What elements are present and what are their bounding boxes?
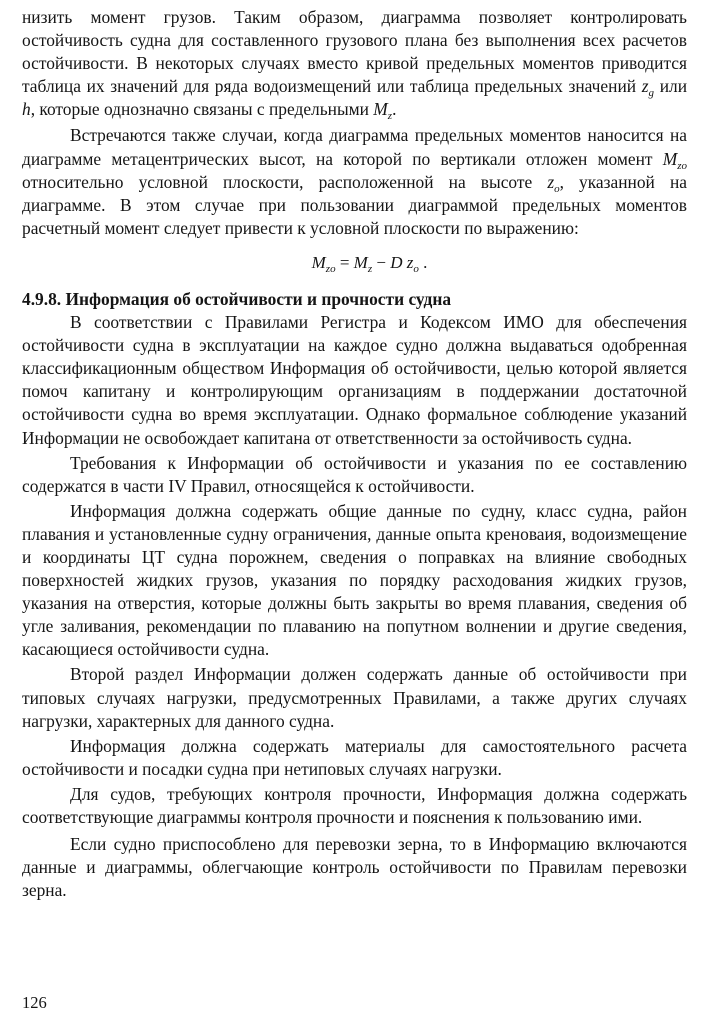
paragraph-cases: Встречаются также случаи, когда диаграмма предельных моментов наносится на диаграмме метацентрических высот, на которой по вертикали отложен момент $M_{zo}$ относительно условной плоскости, расположенной на высоте $z_o$, указанной на диаграмме. В этом случае при пользовании диаграммой предельных моментов расчетный момент следует привести к условной плоскости по выражению: [22,125,687,238]
symbol-mz: $M_z$ [373,99,393,123]
paragraph-self-calc: Информация должна содержать материалы для самостоятельного расчета остойчивости и посадки судна при нетиповых случаях нагрузки. [22,735,687,779]
paragraph-intro: низить момент грузов. Таким образом, диаграмма позволяет контролировать остойчивость судна для составленного грузового плана без выполнения всех расчетов остойчивости. В некоторых случаях вместо кривой предельных моментов приводится таблица их значений для ряда водоизмещений или таблица предельных значений $z_g$ или h, которые однозначно связаны с предельными $M_z$. [22,7,687,123]
symbol-zo: $z_o$ [547,171,560,195]
paragraph-compliance: В соответствии с Правилами Регистра и Кодексом ИМО для обеспечения остойчивости судна в эксплуатации на каждое судно должна выдаваться одобренная классификационным обществом Информация об остойчивости, целью которой является помоч капитану и контролирующим организациям в поддержании достаточной остойчивости судна во время эксплуатации. Однако формальное соблюдение указаний Информации не освобождает капитана от ответственности за остойчивость судна. [22,312,687,448]
page-content [22,6,687,902]
section-heading: 4.9.8. Информация об остойчивости и прочности судна [22,288,452,309]
formula-moment: $M_{zo} = M_z - D$ $z_o$ . [311,252,428,275]
paragraph-requirements: Требования к Информации об остойчивости и указания по ее составлению содержатся в части IV Правил, относящейся к остойчивости. [22,452,687,496]
symbol-zg: $z_g$ [641,76,655,100]
page-number: 126 [22,993,47,1012]
paragraph-contents: Информация должна содержать общие данные по судну, класс судна, район плавания и установленные судну ограничения, данные опыта креноваия, водоизмещение и координаты ЦТ судна порожнем, сведения о поправках на влияние свободных поверхностей жидких грузов, указания по порядку расходования жидких грузов, указания на отверстия, которые должны быть закрыты во время плавания, сведения об угле заливания, рекомендации по плаванию на попутном волнении и другие сведения, касающиеся остойчивости судна. [22,500,687,660]
paragraph-grain: Если судно приспособлено для перевозки зерна, то в Информацию включаются данные и диаграммы, облегчающие контроль остойчивости по Правилам перевозки зерна. [22,834,687,901]
paragraph-strength: Для судов, требующих контроля прочности, Информация должна содержать соответствующие диаграммы контроля прочности и пояснения к пользованию ими. [22,783,687,827]
symbol-h: h [22,99,31,120]
symbol-mzo: $M_{zo}$ [662,148,687,172]
paragraph-second-section: Второй раздел Информации должен содержать данные об остойчивости при типовых случаях нагрузки, предусмотренных Правилами, а также других случаях нагрузки, характерных для данного судна. [22,664,687,731]
